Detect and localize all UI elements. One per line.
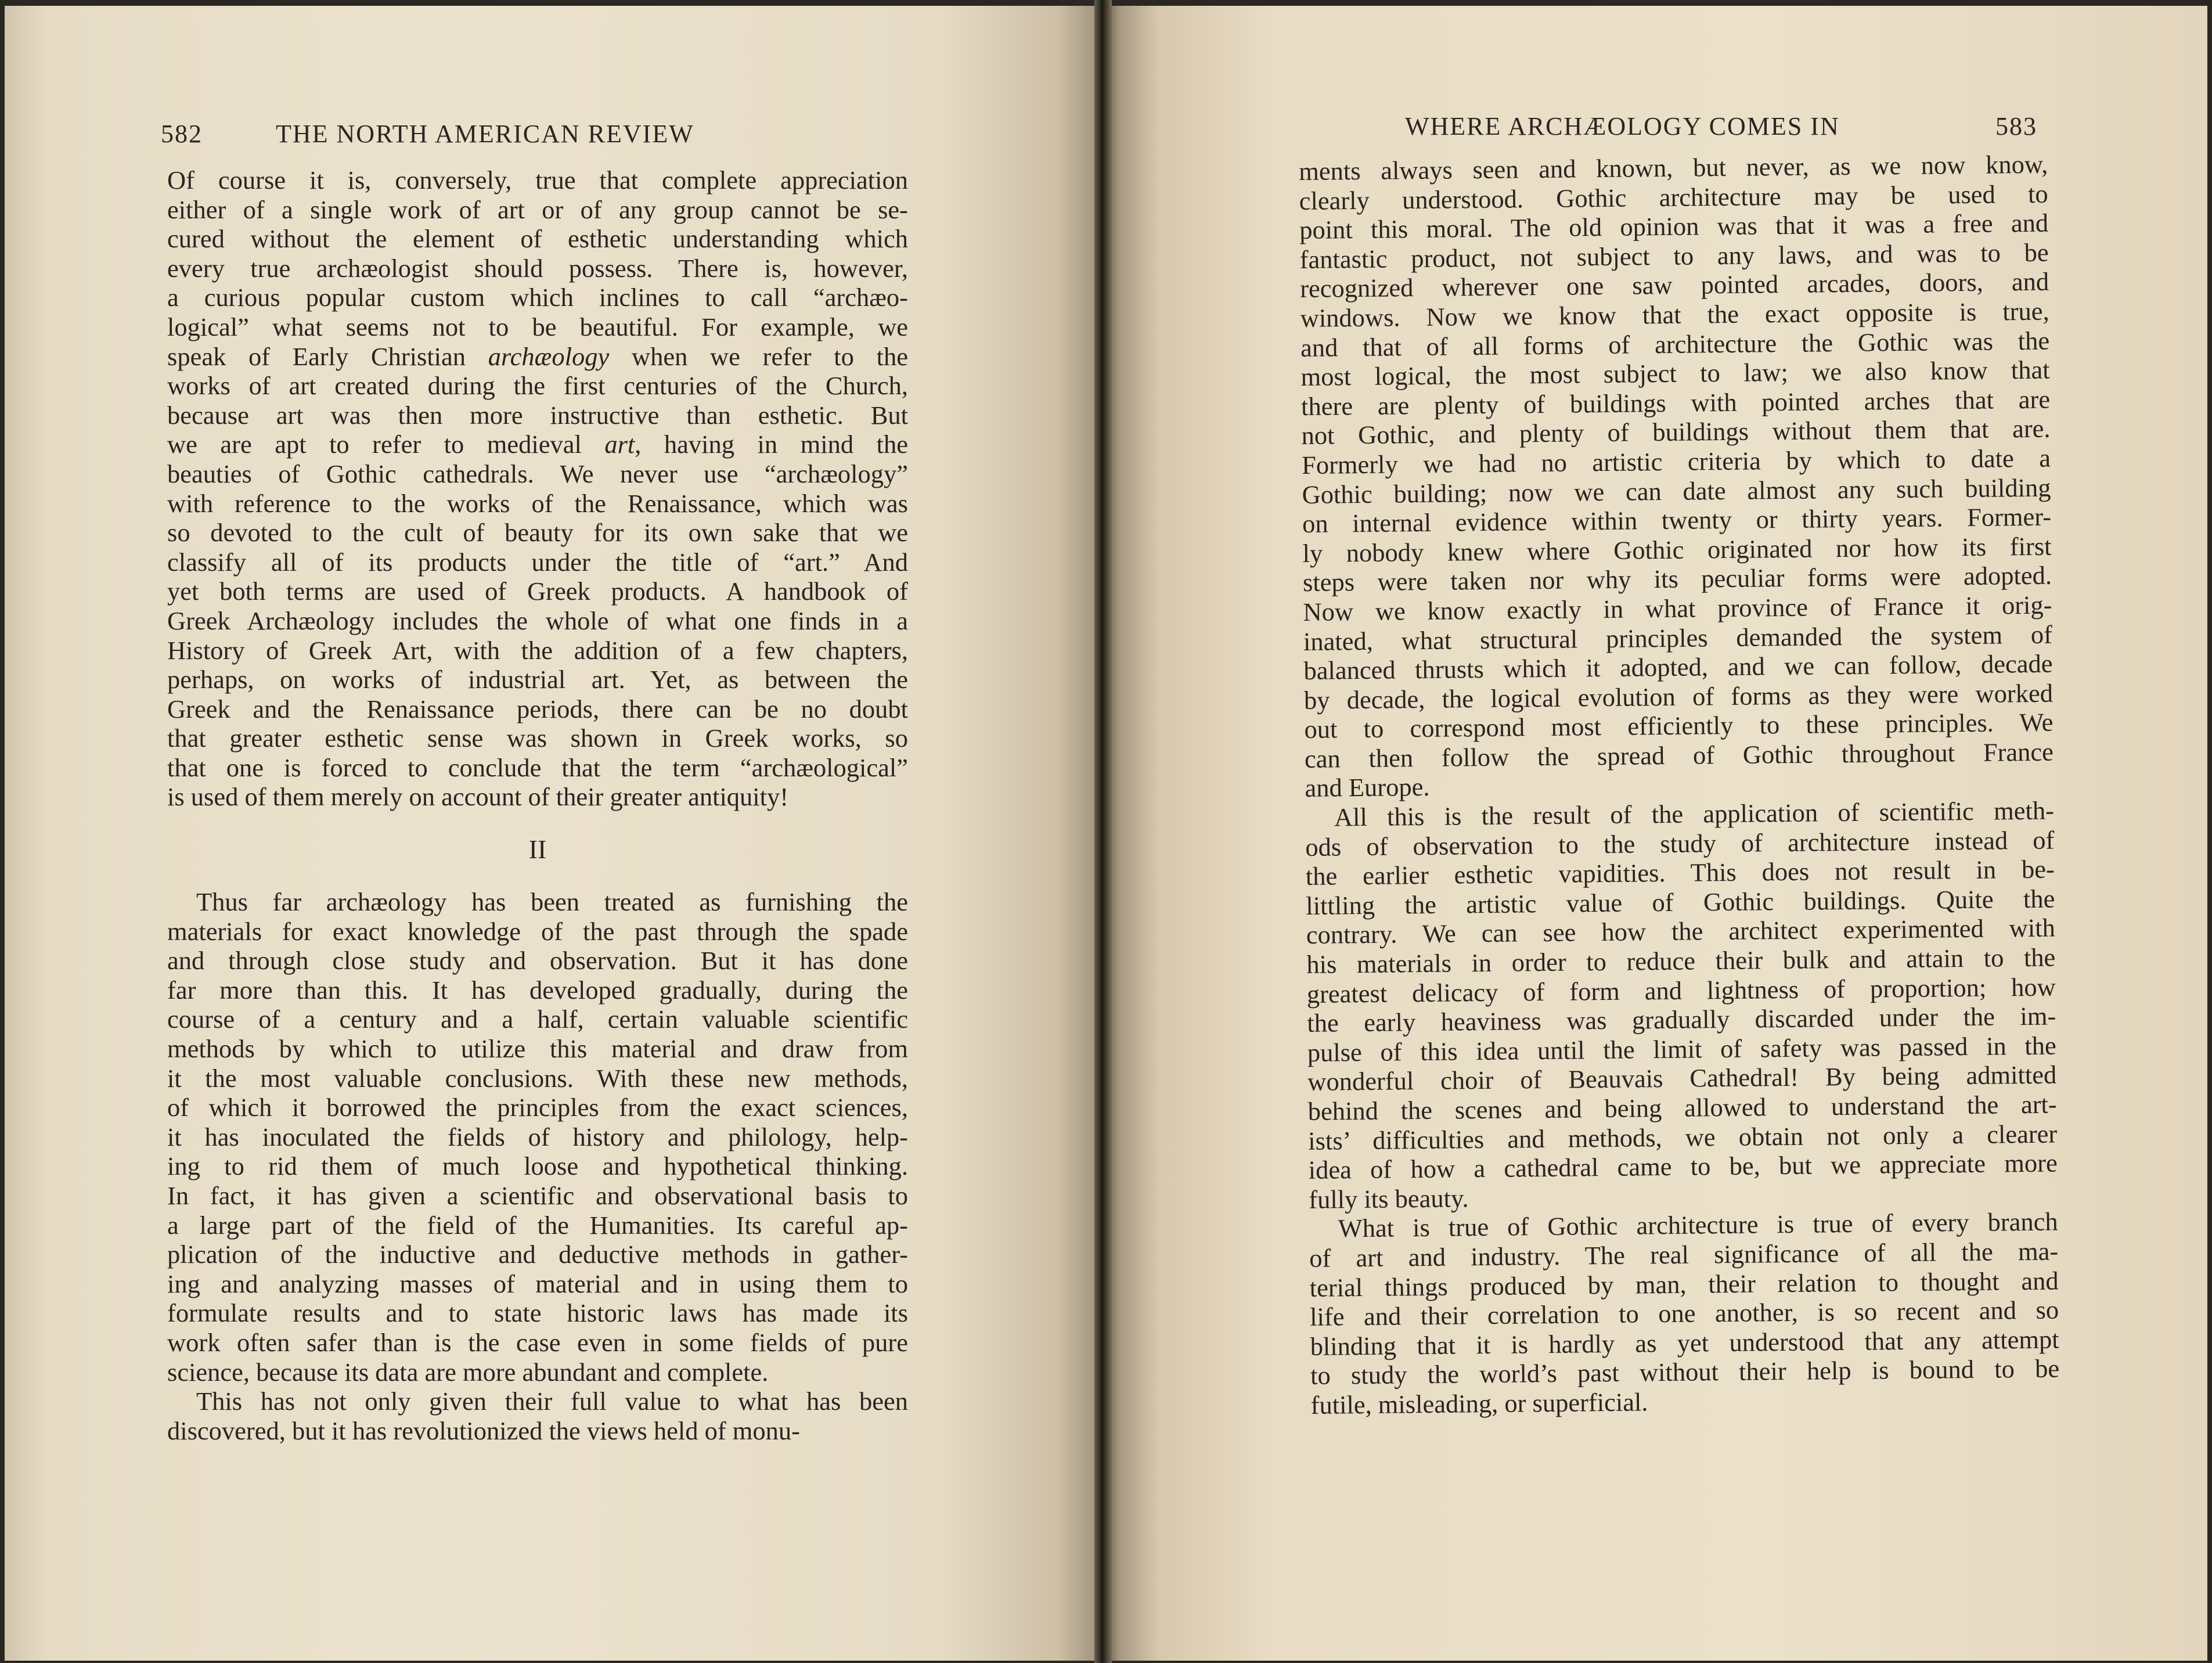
text-line: beauties of Gothic cathedrals. We never use “archæology” [167, 459, 908, 488]
text-line: balanced thrusts which it adopted, and we can follow, decade [1303, 649, 2053, 686]
text-line: is used of them merely on account of their greater antiquity! [167, 782, 789, 812]
text-line: pulse of this idea until the limit of safety was passed in the [1307, 1031, 2056, 1067]
text-line: This has not only given their full value to what has been [196, 1387, 908, 1416]
text-line: so devoted to the cult of beauty for its own sake that we [167, 518, 908, 548]
text-line: What is true of Gothic architecture is true of every branch [1338, 1207, 2058, 1243]
text-line: blinding that it is hardly as yet understood that any attempt [1310, 1324, 2059, 1361]
right-paragraphs [1299, 150, 2060, 1420]
text-line: steps were taken nor why its peculiar forms were adopted. [1302, 560, 2052, 597]
text-line: it the most valuable conclusions. With these new methods, [167, 1063, 908, 1093]
text-line: Thus far archæology has been treated as furnishing the [196, 887, 908, 917]
text-line: life and their correlation to one another, is so recent and so [1309, 1295, 2059, 1332]
text-line: materials for exact knowledge of the past through the spade [167, 916, 908, 946]
text-line: In fact, it has given a scientific and observational basis to [167, 1181, 908, 1210]
text-line: there are plenty of buildings with pointed arches that are [1300, 384, 2051, 421]
text-line: methods by which to utilize this material and draw from [167, 1034, 908, 1064]
text-line: clearly understood. Gothic architecture may be used to [1299, 179, 2048, 215]
text-line: the earlier esthetic vapidities. This does not result in be- [1305, 854, 2055, 891]
text-line: contrary. We can see how the architect experimented with [1306, 913, 2056, 950]
text-line: futile, misleading, or superficial. [1310, 1387, 1648, 1420]
text-line: perhaps, on works of industrial art. Yet, as between the [167, 665, 908, 694]
text-line: and through close study and observation. But it has done [167, 946, 908, 976]
text-line: terial things produced by man, their relation to thought and [1309, 1266, 2059, 1302]
text-line: we are apt to refer to medieval art, having in mind the [167, 430, 908, 459]
text-line: recognized wherever one saw pointed arcades, doors, and [1299, 267, 2049, 304]
text-line: Greek Archæology includes the whole of what one finds in a [167, 606, 908, 635]
text-line: All this is the result of the application of scientific meth- [1334, 795, 2055, 832]
text-line: ods of observation to the study of architecture instead of [1305, 825, 2055, 862]
text-line: course of a century and a half, certain valuable scientific [167, 1005, 908, 1034]
text-line: works of art created during the first centuries of the Church, [167, 371, 908, 401]
text-line: behind the scenes and being allowed to understand the art- [1307, 1089, 2057, 1126]
text-line: either of a single work of art or of any group cannot be se- [167, 195, 908, 224]
text-line: most logical, the most subject to law; we also know that [1300, 355, 2050, 392]
text-line: Of course it is, conversely, true that complete appreciation [167, 165, 908, 195]
left-page-number: 582 [161, 120, 203, 148]
text-line: classify all of its products under the title of “art.” And [167, 547, 908, 577]
section-heading: II [528, 834, 547, 865]
text-line: fantastic product, not subject to any laws, and was to be [1299, 237, 2049, 274]
text-line: wonderful choir of Beauvais Cathedral! By being admitted [1307, 1060, 2057, 1097]
text-line: a large part of the field of the Humanities. Its careful ap- [167, 1210, 908, 1240]
text-line: and Europe. [1305, 772, 1430, 803]
text-line: on internal evidence within twenty or thirty years. Former- [1302, 502, 2052, 539]
text-line: windows. Now we know that the exact opposite is true, [1300, 296, 2049, 333]
text-line: that one is forced to conclude that the term “archæological” [167, 753, 908, 782]
text-line: that greater esthetic sense was shown in Greek works, so [167, 723, 908, 753]
left-running-head: THE NORTH AMERICAN REVIEW [276, 120, 694, 148]
text-line: of art and industry. The real significance of all the ma- [1309, 1236, 2059, 1273]
left-body-text [167, 165, 908, 1445]
text-line: ing to rid them of much loose and hypothetical thinking. [167, 1151, 908, 1181]
text-line: every true archæologist should possess. There is, however, [167, 253, 908, 283]
text-line: the early heaviness was gradually discarded under the im- [1307, 1001, 2056, 1038]
text-line: Now we know exactly in what province of France it orig- [1303, 590, 2052, 627]
text-line: discovered, but it has revolutionized the views held of monu- [167, 1416, 800, 1445]
text-line: can then follow the spread of Gothic throughout France [1304, 737, 2054, 773]
text-line: it has inoculated the fields of history and philology, help- [167, 1122, 908, 1151]
text-line: a curious popular custom which inclines to call “archæo- [167, 283, 908, 312]
text-line: to study the world’s past without their help is bound to be [1310, 1354, 2060, 1391]
right-page-number: 583 [1995, 112, 2037, 141]
text-line: ments always seen and known, but never, as we now know, [1299, 149, 2048, 186]
text-line: science, because its data are more abundant and complete. [167, 1357, 769, 1387]
text-line: fully its beauty. [1308, 1183, 1469, 1214]
text-line: not Gothic, and plenty of buildings without them that are. [1301, 413, 2051, 451]
text-line: of which it borrowed the principles from the exact sciences, [167, 1093, 908, 1122]
text-line: littling the artistic value of Gothic buildings. Quite the [1306, 884, 2055, 920]
text-line: Gothic building; now we can date almost any such building [1302, 473, 2051, 509]
text-line: inated, what structural principles demanded the system of [1303, 620, 2053, 656]
text-line: work often safer than is the case even in some fields of pure [167, 1327, 908, 1357]
text-line: plication of the inductive and deductive methods in gather- [167, 1240, 908, 1269]
text-line: by decade, the logical evolution of forms as they were worked [1303, 678, 2054, 715]
text-line: out to correspond most efficiently to these principles. We [1304, 707, 2054, 744]
text-line: his materials in order to reduce their bulk and attain to the [1306, 942, 2056, 979]
text-line: Formerly we had no artistic criteria by which to date a [1301, 443, 2051, 480]
text-line: Greek and the Renaissance periods, there can be no doubt [167, 694, 908, 723]
text-line: because art was then more instructive than esthetic. But [167, 400, 908, 430]
text-line: far more than this. It has developed gradually, during the [167, 975, 908, 1005]
text-line: yet both terms are used of Greek products. A handbook of [167, 577, 908, 606]
text-line: ists’ difficulties and methods, we obtain not only a clearer [1308, 1119, 2058, 1156]
text-line: and that of all forms of architecture the Gothic was the [1300, 326, 2050, 362]
text-line: greatest delicacy of form and lightness of proportion; how [1306, 972, 2056, 1009]
text-line: ly nobody knew where Gothic originated nor how its first [1302, 531, 2052, 568]
book-gutter [1094, 0, 1112, 1663]
text-line: ing and analyzing masses of material and in using them to [167, 1269, 908, 1298]
text-line: formulate results and to state historic laws has made its [167, 1298, 908, 1328]
text-line: point this moral. The old opinion was that it was a free and [1299, 208, 2049, 245]
text-line: with reference to the works of the Renaissance, which was [167, 488, 908, 518]
left-paragraph-1 [167, 165, 908, 812]
text-line: idea of how a cathedral came to be, but we appreciate more [1308, 1148, 2058, 1185]
text-line: cured without the element of esthetic understanding which [167, 224, 908, 254]
left-paragraphs-2 [167, 887, 908, 1445]
right-body-text [1299, 150, 2060, 1420]
right-running-head: WHERE ARCHÆOLOGY COMES IN [1405, 112, 1840, 141]
text-line: speak of Early Christian archæology when we refer to the [167, 341, 908, 371]
text-line: logical” what seems not to be beautiful. For example, we [167, 312, 908, 341]
text-line: History of Greek Art, with the addition of a few chapters, [167, 635, 908, 665]
